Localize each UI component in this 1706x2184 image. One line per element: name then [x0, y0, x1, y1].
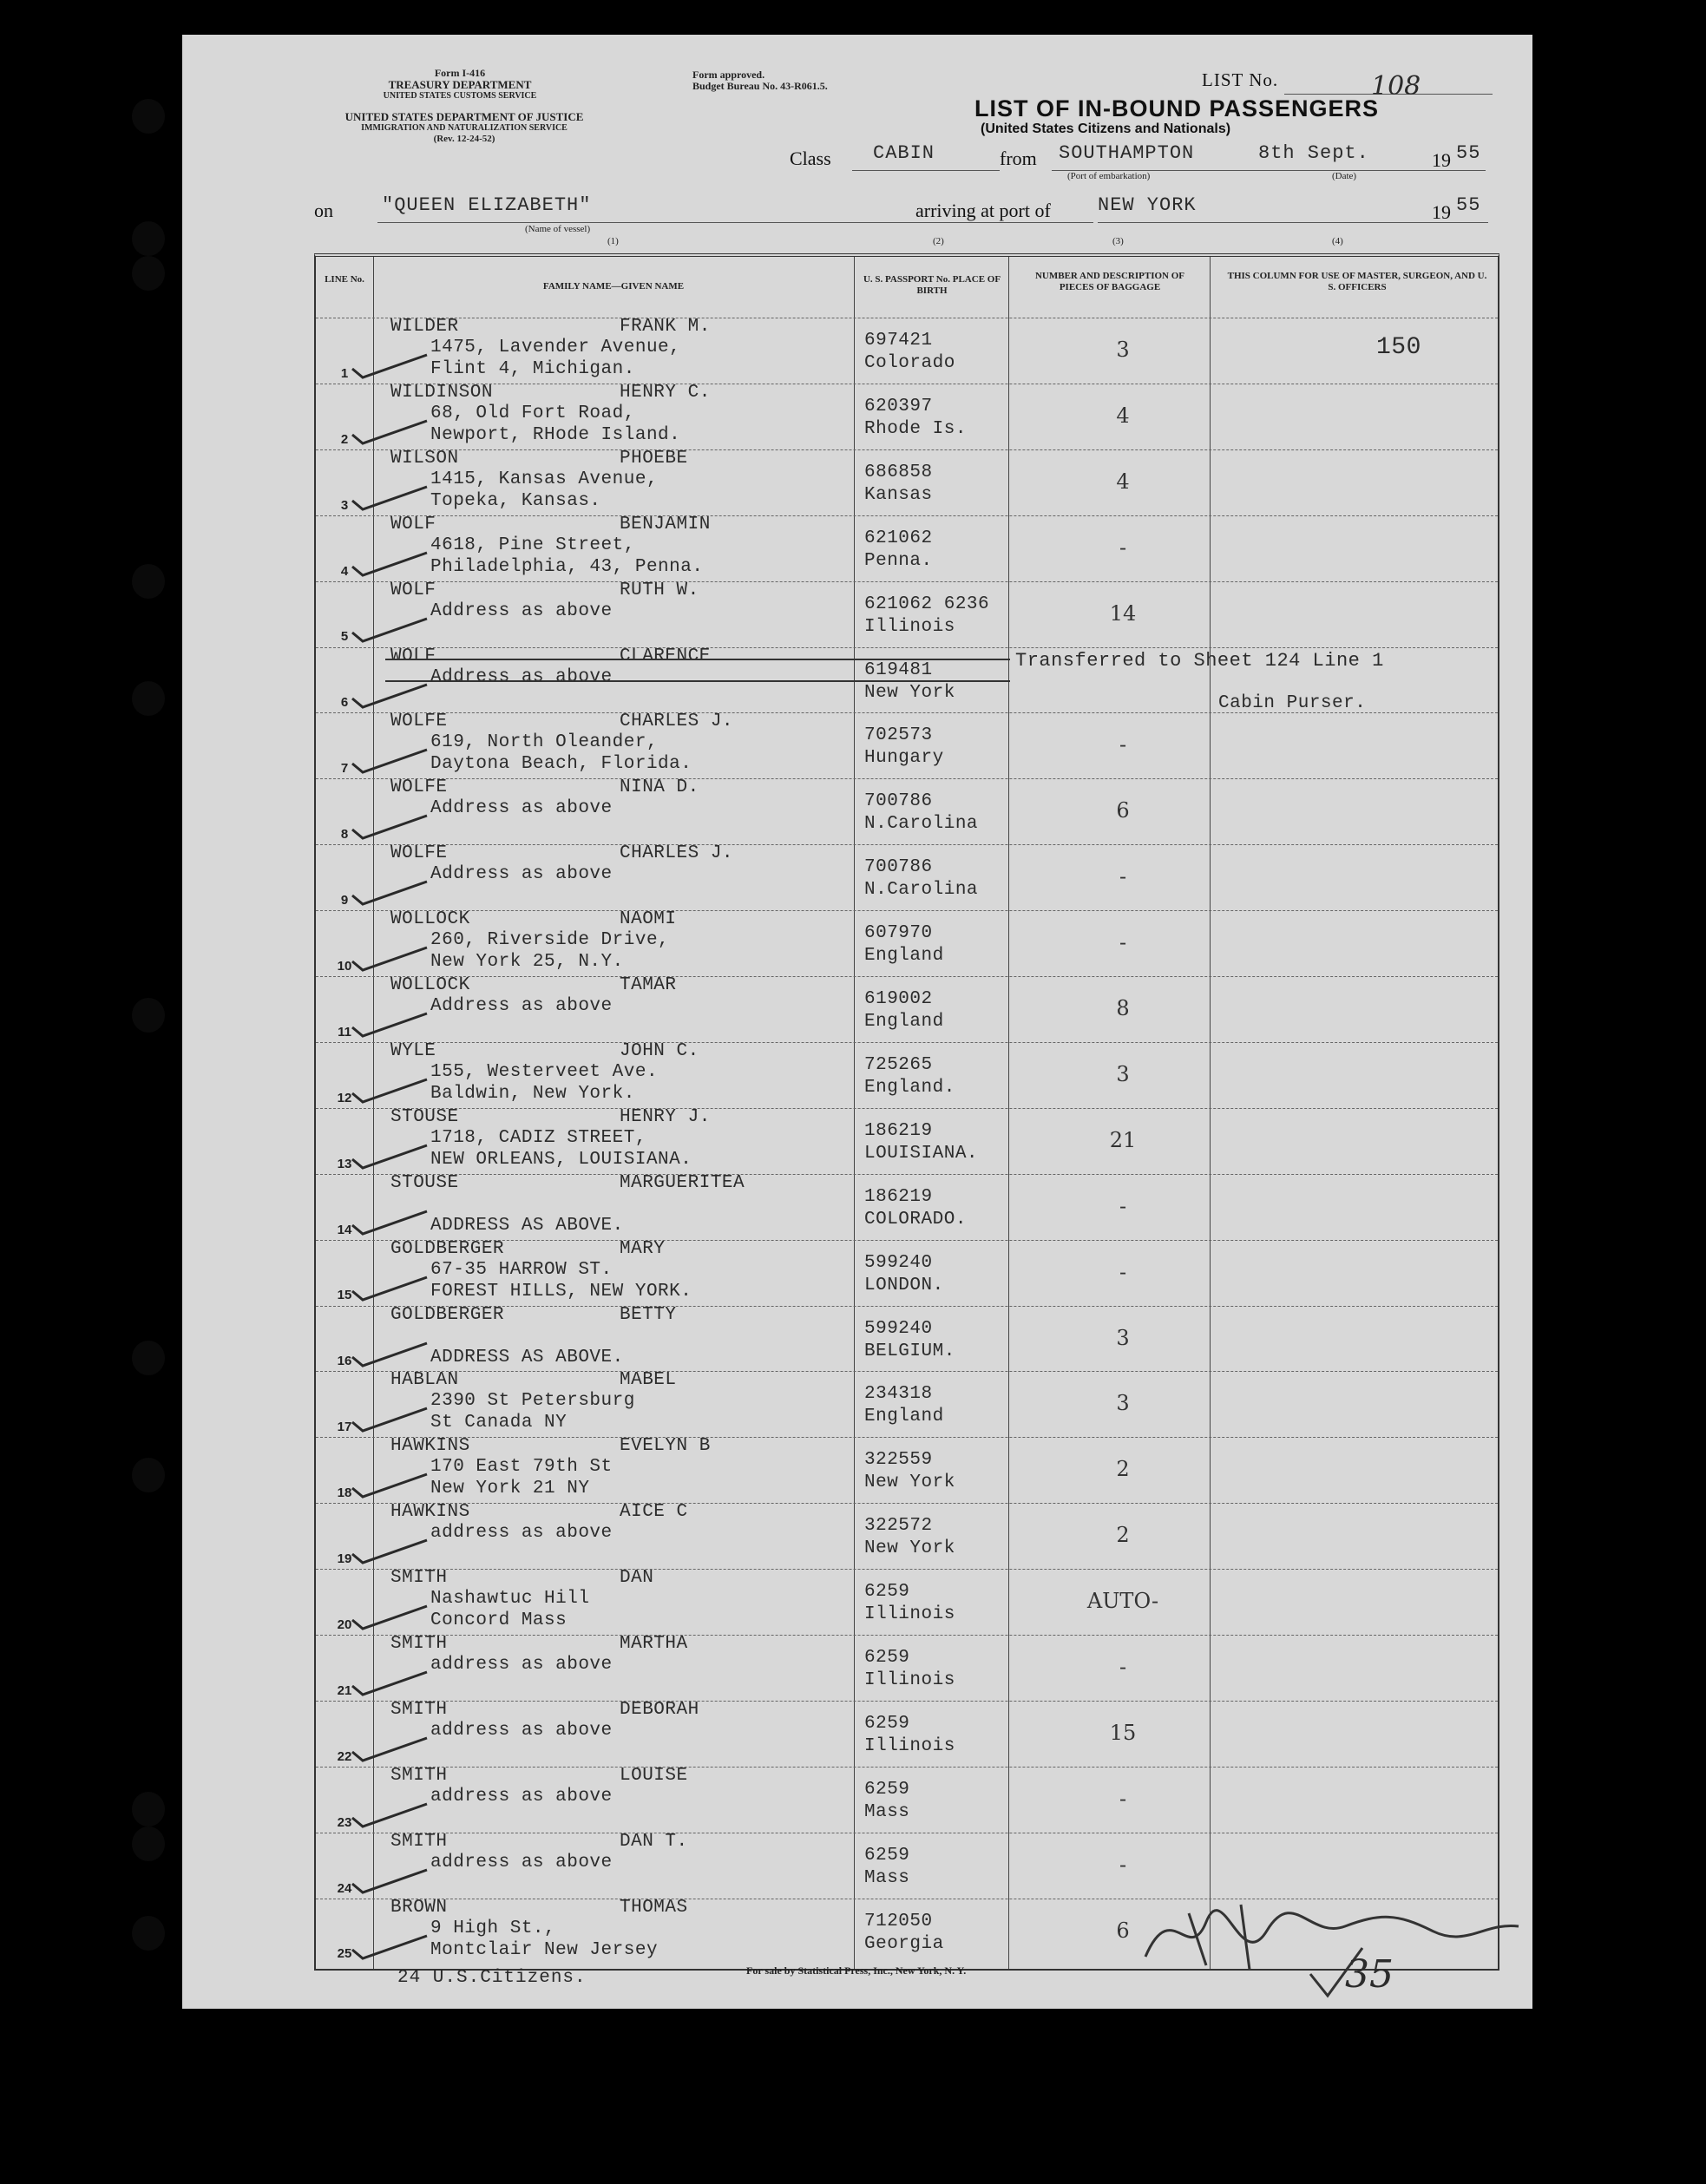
from-label: from: [1000, 148, 1037, 169]
binder-hole: [132, 1792, 165, 1827]
address-line-1: Address as above: [430, 798, 613, 819]
baggage-count: -: [1119, 1259, 1127, 1284]
family-name: HAWKINS: [390, 1502, 470, 1523]
place-of-birth: Illinois: [864, 1735, 955, 1756]
family-name: SMITH: [390, 1634, 448, 1654]
line-number: 6: [340, 695, 349, 711]
address-line-1: address as above: [430, 1786, 613, 1807]
passport-number: 6259: [864, 1779, 910, 1800]
table-row: [316, 449, 1498, 516]
address-line-1: Address as above: [430, 996, 613, 1016]
passport-number: 620397: [864, 396, 933, 416]
passport-number: 619481: [864, 659, 933, 680]
col-header-passport: U. S. PASSPORT No. PLACE OF BIRTH: [863, 274, 1001, 296]
table-row: [316, 778, 1498, 845]
passport-number: 6259: [864, 1648, 910, 1668]
place-of-birth: Illinois: [864, 1670, 955, 1690]
baggage-count: -: [1119, 1852, 1127, 1877]
address-line-2: Topeka, Kansas.: [430, 490, 601, 511]
arrival-port: NEW YORK: [1098, 194, 1197, 216]
address-line-1: 170 East 79th St: [430, 1457, 613, 1478]
address-line-1: 619, North Oleander,: [430, 732, 659, 753]
passport-number: 186219: [864, 1120, 933, 1141]
place-of-birth: New York: [864, 1538, 955, 1559]
table-row: [316, 844, 1498, 911]
line-number: 11: [338, 1024, 351, 1040]
given-name: CHARLES J.: [620, 712, 734, 732]
family-name: GOLDBERGER: [390, 1304, 505, 1325]
check-mark-icon: [351, 1604, 429, 1630]
family-name: STOUSE: [390, 1106, 459, 1127]
passport-number: 322572: [864, 1516, 933, 1537]
line-number: 15: [337, 1288, 352, 1303]
check-mark-icon: [351, 1538, 429, 1564]
place-of-birth: Mass: [864, 1801, 910, 1822]
col-header-name: FAMILY NAME—GIVEN NAME: [542, 281, 685, 292]
address-line-1: Address as above: [430, 666, 613, 687]
line-number: 12: [337, 1090, 352, 1105]
table-row: [316, 1635, 1498, 1702]
place-of-birth: Rhode Is.: [864, 418, 967, 439]
given-name: DAN: [620, 1568, 654, 1589]
place-of-birth: England: [864, 1012, 944, 1032]
given-name: FRANK M.: [620, 317, 711, 337]
address-line-1: 9 High St.,: [430, 1918, 556, 1938]
address-line-1: address as above: [430, 1852, 613, 1872]
given-name: MARGUERITEA: [620, 1172, 745, 1193]
place-of-birth: COLORADO.: [864, 1209, 967, 1230]
address-line-1: 68, Old Fort Road,: [430, 403, 635, 423]
budget-bureau: Budget Bureau No. 43-R061.5.: [692, 80, 828, 92]
address-line-2: St Canada NY: [430, 1413, 568, 1433]
address-line-1: 2390 St Petersburg: [430, 1391, 635, 1412]
baggage-count: 2: [1116, 1457, 1130, 1482]
line-number: 2: [340, 431, 349, 447]
family-name: SMITH: [390, 1568, 448, 1589]
address-line-1: address as above: [430, 1655, 613, 1675]
departure-date: 8th Sept.: [1258, 142, 1369, 164]
address-line-2: New York 25, N.Y.: [430, 952, 624, 973]
place-of-birth: Illinois: [864, 1604, 955, 1625]
baggage-count: 8: [1116, 996, 1130, 1020]
line-number: 8: [340, 827, 349, 843]
purser-note: Cabin Purser.: [1218, 692, 1367, 713]
table-row: [316, 1108, 1498, 1175]
line-number: 24: [337, 1880, 352, 1896]
family-name: STOUSE: [390, 1172, 459, 1193]
address-line-1: address as above: [430, 1720, 613, 1741]
given-name: HENRY J.: [620, 1106, 711, 1127]
binder-hole: [132, 1341, 165, 1375]
place-of-birth: Penna.: [864, 550, 933, 571]
given-name: MARY: [620, 1238, 666, 1259]
family-name: SMITH: [390, 1765, 448, 1786]
baggage-count: -: [1119, 732, 1127, 758]
given-name: AICE C: [620, 1502, 688, 1523]
baggage-count: 3: [1116, 1391, 1130, 1416]
table-row: [316, 581, 1498, 648]
baggage-count: 2: [1116, 1523, 1130, 1548]
handwritten-note: 35: [1345, 1952, 1394, 1997]
address-line-2: ADDRESS AS ABOVE.: [430, 1347, 624, 1367]
table-row: [316, 318, 1498, 384]
list-subtitle: (United States Citizens and Nationals): [981, 121, 1231, 136]
binder-hole: [132, 1827, 165, 1861]
binder-hole: [132, 564, 165, 599]
baggage-count: 6: [1116, 1918, 1130, 1943]
col-header-officers: THIS COLUMN FOR USE OF MASTER, SURGEON, AND U. S. OFFICERS: [1227, 271, 1487, 292]
line-number: 20: [337, 1617, 352, 1632]
address-line-2: Philadelphia, 43, Penna.: [430, 556, 704, 577]
baggage-count: 15: [1109, 1720, 1137, 1745]
baggage-count: -: [1119, 1193, 1127, 1218]
given-name: CHARLES J.: [620, 843, 734, 864]
strikethrough-line: [385, 659, 1010, 660]
vessel-underline: [377, 222, 1093, 223]
address-line-1: Address as above: [430, 864, 613, 885]
address-line-2: FOREST HILLS, NEW YORK.: [430, 1281, 692, 1302]
family-name: BROWN: [390, 1897, 448, 1918]
place-of-birth: England: [864, 946, 944, 967]
arrival-year: 55: [1456, 194, 1481, 216]
address-line-2: Flint 4, Michigan.: [430, 359, 635, 379]
given-name: THOMAS: [620, 1897, 688, 1918]
baggage-count: 3: [1116, 338, 1130, 362]
check-mark-icon: [351, 1934, 429, 1960]
departure-year: 55: [1456, 142, 1481, 164]
line-number: 17: [337, 1420, 352, 1435]
place-of-birth: BELGIUM.: [864, 1341, 955, 1361]
list-number: 108: [1371, 71, 1421, 102]
check-mark-icon: [351, 946, 429, 972]
check-mark-icon: [351, 1670, 429, 1696]
officer-signature: [1137, 1887, 1527, 2000]
table-row: [316, 976, 1498, 1043]
given-name: NINA D.: [620, 777, 699, 798]
given-name: LOUISE: [620, 1765, 688, 1786]
family-name: WOLF: [390, 580, 436, 600]
baggage-count: -: [1119, 1786, 1127, 1811]
treasury-dept: TREASURY DEPARTMENT: [388, 78, 532, 91]
passport-number: 599240: [864, 1318, 933, 1339]
address-line-1: Address as above: [430, 600, 613, 621]
place-of-birth: N.Carolina: [864, 814, 979, 835]
line-number: 23: [337, 1814, 352, 1830]
table-rows: [316, 318, 1498, 1969]
baggage-count: 21: [1109, 1127, 1137, 1152]
form-approved: Form approved.: [692, 69, 765, 81]
place-of-birth: LONDON.: [864, 1275, 944, 1295]
table-row: [316, 1042, 1498, 1109]
printer-imprint: For sale by Statistical Press, Inc., New York, N. Y.: [746, 1964, 967, 1977]
passport-number: 6259: [864, 1713, 910, 1734]
check-mark-icon: [351, 1407, 429, 1433]
family-name: GOLDBERGER: [390, 1238, 505, 1259]
given-name: PHOEBE: [620, 448, 688, 469]
passport-number: 322559: [864, 1450, 933, 1471]
check-mark-icon: [351, 748, 429, 774]
baggage-count: 3: [1116, 1325, 1130, 1350]
place-of-birth: Kansas: [864, 484, 933, 505]
citizens-count: 24 U.S.Citizens.: [397, 1968, 587, 1988]
address-line-2: Montclair New Jersey: [430, 1939, 659, 1960]
transfer-note: Transferred to Sheet 124 Line 1: [1015, 649, 1384, 672]
passport-number: 621062: [864, 528, 933, 548]
address-line-2: New York 21 NY: [430, 1479, 590, 1499]
line-number: 5: [340, 629, 349, 645]
address-line-1: 4618, Pine Street,: [430, 535, 635, 555]
line-number: 9: [340, 893, 349, 908]
check-mark-icon: [351, 485, 429, 511]
check-mark-icon: [351, 1276, 429, 1302]
passport-number: 234318: [864, 1384, 933, 1405]
check-mark-icon: [351, 1341, 429, 1367]
officer-note: 150: [1376, 334, 1421, 361]
passport-number: 686858: [864, 462, 933, 482]
passenger-table: [314, 253, 1499, 1971]
list-title: LIST OF IN-BOUND PASSENGERS: [974, 95, 1380, 121]
given-name: BENJAMIN: [620, 514, 711, 535]
caption-col2: (2): [933, 236, 944, 246]
class-value: CABIN: [873, 142, 935, 164]
line-number: 1: [340, 365, 349, 381]
table-row: [316, 1174, 1498, 1241]
table-row: [316, 1371, 1498, 1438]
place-of-birth: Georgia: [864, 1933, 944, 1954]
table-row: [316, 647, 1498, 714]
table-row: [316, 1306, 1498, 1373]
passport-number: 619002: [864, 989, 933, 1009]
check-mark-icon: [351, 683, 429, 709]
binder-hole: [132, 1916, 165, 1951]
passport-number: 607970: [864, 923, 933, 944]
place-of-birth: LOUISIANA.: [864, 1143, 979, 1164]
customs-service: UNITED STATES CUSTOMS SERVICE: [383, 91, 537, 101]
family-name: SMITH: [390, 1831, 448, 1852]
place-of-birth: Hungary: [864, 748, 944, 769]
check-mark-icon: [351, 1012, 429, 1038]
arrival-year-prefix: 19: [1432, 201, 1451, 223]
family-name: WOLLOCK: [390, 975, 470, 995]
line-number: 18: [337, 1486, 352, 1501]
passport-number: 697421: [864, 331, 933, 351]
given-name: NAOMI: [620, 909, 677, 930]
given-name: MABEL: [620, 1370, 677, 1391]
address-line-2: Concord Mass: [430, 1610, 568, 1631]
table-row: [316, 910, 1498, 977]
caption-col1: (1): [607, 236, 619, 246]
place-of-birth: New York: [864, 1472, 955, 1493]
check-mark-icon: [351, 353, 429, 379]
binder-hole: [132, 681, 165, 716]
check-mark-icon: [351, 1868, 429, 1894]
baggage-count: 4: [1116, 403, 1130, 428]
family-name: WILDINSON: [390, 382, 493, 403]
given-name: CLARENCE: [620, 646, 711, 666]
address-line-1: 1718, CADIZ STREET,: [430, 1127, 646, 1148]
baggage-count: AUTO-: [1086, 1589, 1159, 1614]
address-line-2: Newport, RHode Island.: [430, 424, 681, 445]
arrival-underline: [1098, 222, 1488, 223]
line-number: 22: [337, 1748, 352, 1764]
table-row: [316, 1569, 1498, 1636]
table-row: [316, 1767, 1498, 1833]
binder-hole: [132, 256, 165, 291]
arriving-label: arriving at port of: [915, 200, 1051, 221]
check-mark-icon: [351, 880, 429, 906]
family-name: SMITH: [390, 1699, 448, 1720]
vessel-caption: (Name of vessel): [525, 224, 591, 234]
address-line-1: Nashawtuc Hill: [430, 1589, 590, 1610]
manifest-sheet: [182, 35, 1532, 2009]
address-line-1: 155, Westerveet Ave.: [430, 1061, 659, 1082]
class-underline: [852, 170, 1000, 171]
check-mark-icon: [351, 1078, 429, 1104]
place-of-birth: Illinois: [864, 616, 955, 637]
place-of-birth: Colorado: [864, 353, 955, 373]
baggage-count: -: [1119, 1655, 1127, 1679]
family-name: HAWKINS: [390, 1436, 470, 1457]
check-mark-icon: [351, 1210, 429, 1236]
passport-number: 700786: [864, 857, 933, 878]
line-number: 4: [340, 563, 349, 579]
family-name: WOLFE: [390, 777, 448, 798]
address-line-2: ADDRESS AS ABOVE.: [430, 1215, 624, 1236]
address-line-1: 1415, Kansas Avenue,: [430, 469, 659, 489]
line-number: 19: [337, 1551, 352, 1567]
col-header-line: LINE No.: [325, 274, 364, 285]
family-name: WILDER: [390, 317, 459, 337]
passport-number: 6259: [864, 1582, 910, 1603]
place-of-birth: New York: [864, 682, 955, 703]
line-number: 21: [337, 1682, 352, 1698]
form-number: Form I-416: [434, 67, 486, 79]
line-number: 3: [340, 497, 349, 513]
binder-hole: [132, 99, 165, 134]
caption-col3: (3): [1112, 236, 1124, 246]
table-row: [316, 712, 1498, 779]
passport-number: 599240: [864, 1252, 933, 1273]
given-name: DAN T.: [620, 1831, 688, 1852]
line-number: 10: [337, 958, 352, 974]
justice-dept: UNITED STATES DEPARTMENT OF JUSTICE: [344, 110, 584, 123]
port-of-embarkation: SOUTHAMPTON: [1059, 142, 1195, 164]
address-line-1: 67-35 HARROW ST.: [430, 1259, 613, 1280]
table-row: [316, 384, 1498, 450]
baggage-count: 6: [1116, 798, 1130, 823]
address-line-2: NEW ORLEANS, LOUISIANA.: [430, 1149, 692, 1170]
port-caption: (Port of embarkation): [1067, 171, 1151, 181]
caption-col4: (4): [1332, 236, 1343, 246]
place-of-birth: Mass: [864, 1867, 910, 1888]
family-name: WOLFE: [390, 712, 448, 732]
baggage-count: -: [1119, 535, 1127, 560]
address-line-1: 260, Riverside Drive,: [430, 930, 670, 951]
passport-number: 621062 6236: [864, 594, 990, 614]
table-row: [316, 1701, 1498, 1768]
baggage-count: 3: [1116, 1061, 1130, 1086]
address-line-2: Baldwin, New York.: [430, 1083, 635, 1104]
family-name: WOLFE: [390, 843, 448, 864]
given-name: HENRY C.: [620, 382, 711, 403]
baggage-count: 14: [1109, 600, 1137, 626]
col-header-baggage: NUMBER AND DESCRIPTION OF PIECES OF BAGGAGE: [1034, 271, 1185, 292]
check-mark-icon: [351, 1472, 429, 1499]
family-name: WYLE: [390, 1040, 436, 1061]
family-name: WILSON: [390, 448, 459, 469]
line-number: 25: [337, 1946, 352, 1962]
passport-number: 702573: [864, 725, 933, 746]
family-name: WOLLOCK: [390, 909, 470, 930]
on-label: on: [314, 200, 333, 221]
line-number: 13: [337, 1156, 352, 1171]
check-mark-icon: [351, 419, 429, 445]
table-row: [316, 1503, 1498, 1570]
passport-number: 700786: [864, 791, 933, 812]
passport-number: 186219: [864, 1186, 933, 1207]
revision: (Rev. 12-24-52): [433, 134, 495, 144]
list-no-label: LIST No.: [1202, 69, 1279, 90]
address-line-2: Daytona Beach, Florida.: [430, 754, 692, 775]
line-number: 14: [337, 1222, 352, 1237]
family-name: WOLF: [390, 514, 436, 535]
class-label: Class: [790, 148, 831, 169]
table-row: [316, 515, 1498, 582]
binder-hole: [132, 998, 165, 1033]
table-row: [316, 1437, 1498, 1504]
place-of-birth: England.: [864, 1077, 955, 1098]
baggage-count: -: [1119, 864, 1127, 889]
baggage-count: -: [1119, 930, 1127, 955]
date-caption: (Date): [1332, 171, 1357, 181]
year-prefix: 19: [1432, 149, 1451, 171]
check-mark-icon: [351, 814, 429, 840]
vessel-name: "QUEEN ELIZABETH": [382, 194, 592, 216]
given-name: MARTHA: [620, 1634, 688, 1654]
binder-hole: [132, 221, 165, 256]
immigration-service: IMMIGRATION AND NATURALIZATION SERVICE: [361, 123, 568, 133]
family-name: HABLAN: [390, 1370, 459, 1391]
check-mark-icon: [351, 1802, 429, 1828]
address-line-1: address as above: [430, 1523, 613, 1544]
given-name: RUTH W.: [620, 580, 699, 600]
address-line-1: 1475, Lavender Avenue,: [430, 338, 681, 357]
place-of-birth: England: [864, 1407, 944, 1427]
binder-hole: [132, 1458, 165, 1492]
place-of-birth: N.Carolina: [864, 880, 979, 901]
line-number: 16: [337, 1354, 352, 1369]
strikethrough-line: [385, 680, 1010, 682]
check-mark-icon: [351, 551, 429, 577]
given-name: JOHN C.: [620, 1040, 699, 1061]
check-mark-icon: [351, 1736, 429, 1762]
line-number: 7: [340, 761, 349, 777]
baggage-count: 4: [1116, 469, 1130, 494]
check-mark-icon: [351, 617, 429, 643]
given-name: DEBORAH: [620, 1699, 699, 1720]
given-name: EVELYN B: [620, 1436, 711, 1457]
given-name: TAMAR: [620, 975, 677, 995]
given-name: BETTY: [620, 1304, 677, 1325]
passport-number: 725265: [864, 1054, 933, 1075]
passport-number: 712050: [864, 1911, 933, 1931]
table-row: [316, 1240, 1498, 1307]
family-name: WOLF: [390, 646, 436, 666]
passport-number: 6259: [864, 1845, 910, 1866]
check-mark-icon: [351, 1144, 429, 1170]
